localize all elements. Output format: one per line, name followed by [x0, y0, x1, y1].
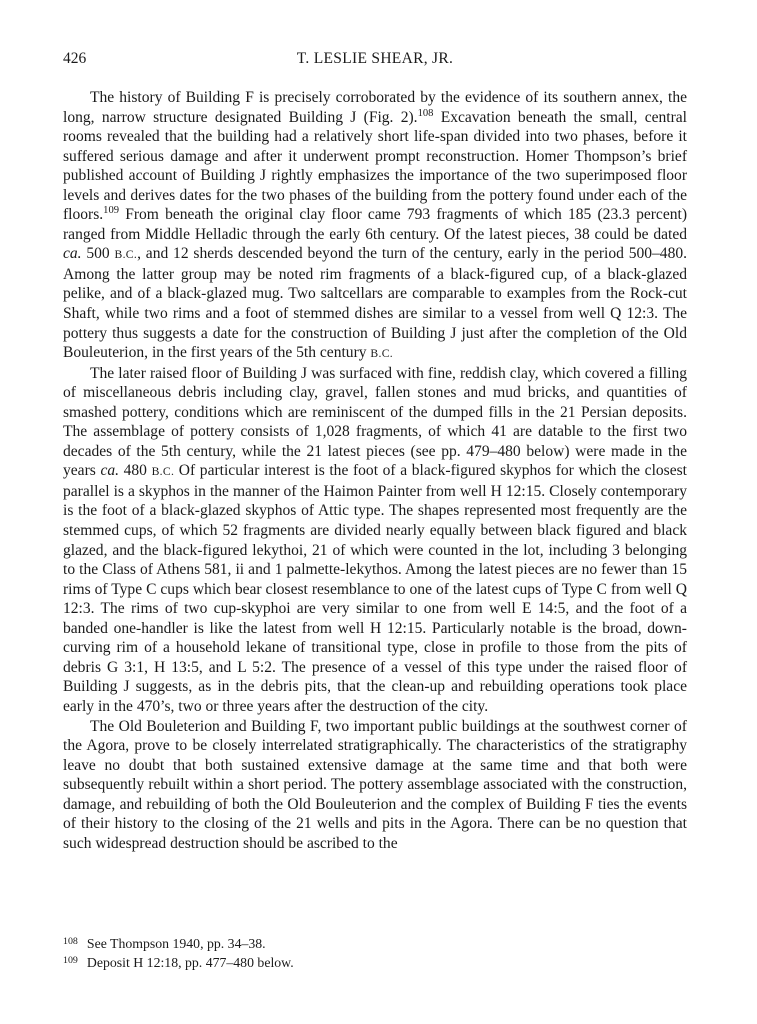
- running-head: T. LESLIE SHEAR, JR.: [296, 50, 454, 67]
- text-run: Excavation beneath the small, central rooms revealed that the building had a relatively short life-span divided into two phases, before it suffered serious damage and after it underwent prompt reconstruction. Homer Thompson’s brief published account of Building J rightly emphasizes the importance of the two superimposed floor levels and derives dates for the two phases of the building from the pottery found under each of the floors.: [63, 108, 687, 224]
- era-abbrev: B.C.: [114, 248, 138, 262]
- footnote-number: 109: [63, 954, 78, 966]
- text-run: From beneath the original clay floor came 793 fragments of which 185 (23.3 percent) ranged from Middle Helladic through the early 6th century. Of the latest pieces, 38 could be dated: [63, 206, 687, 243]
- page-number: 426: [63, 50, 87, 67]
- text-run: The Old Bouleterion and Building F, two important public buildings at the southwest corner of the Agora, prove to be closely interrelated stratigraphically. The characteristics of the stratigraphy leave no doubt that both sustained extensive damage at the same time and that both were subsequently rebuilt within a short period. The pottery assemblage associated with the construction, damage, and rebuilding of both the Old Bouleuterion and the complex of Building F ties the events of their history to the closing of the 21 wells and pits in the Agora. There can be no question that such widespread destruction should be ascribed to the: [63, 717, 687, 852]
- footnote-number: 108: [63, 935, 78, 947]
- era-abbrev: B.C.: [370, 347, 393, 361]
- text-run: The history of Building F is precisely corroborated by the evidence of its southern annex, the long, narrow structure designated Building J (Fig. 2).: [63, 89, 687, 126]
- paragraph: [63, 717, 687, 854]
- footnote-ref-108: 108: [417, 107, 434, 119]
- text-run: , and 12 sherds descended beyond the turn of the century, early in the period 500–480. Among the latter group may be noted rim fragments of a black-figured cup, of a black-glazed pelike, and of a black-glazed mug. Two saltcellars are comparable to examples from the Rock-cut Shaft, while two rims and a foot of stemmed dishes are similar to a vessel from well Q 12:3. The pottery thus suggests a date for the construction of Building J just after the completion of the Old Bouleuterion, in the first years of the 5th century: [63, 245, 688, 362]
- footnote-text: Deposit H 12:18, pp. 477–480 below.: [86, 955, 294, 970]
- page-header: [63, 50, 687, 72]
- italic-abbrev: ca.: [100, 462, 119, 480]
- footnotes: [63, 934, 687, 972]
- footnote-text: See Thompson 1940, pp. 34–38.: [86, 936, 266, 951]
- text-run: Of particular interest is the foot of a black-figured skyphos for which the closest parallel is a skyphos in the manner of the Haimon Painter from well H 12:15. Closely contemporary is the foot of a black-glazed skyphos of Attic type. The shapes represented most frequently are the stemmed cups, of which 52 fragments are divided nearly equally between black figured and black glazed, and the black-figured lekythoi, 21 of which were counted in the lot, including 3 belonging to the Class of Athens 581, ii and 1 palmette-lekythos. Among the latest pieces are no fewer than 15 rims of Type C cups which bear closest resemblance to one of the latest cups of Type C from well Q 12:3. The rims of two cup-skyphoi are very similar to one from well E 14:5, and the foot of a banded one-handler is like the latest from well H 12:15. Particularly notable is the broad, down-curving rim of a household lekane of transitional type, close in profile to those from the pits of debris G 3:1, H 13:5, and L 5:2. The presence of a vessel of this type under the raised floor of Building J suggests, as in the debris pits, that the clean-up and rebuilding operations took place early in the 470’s, two or three years after the destruction of the city.: [63, 462, 687, 715]
- paragraph: [63, 364, 687, 717]
- era-abbrev: B.C.: [151, 465, 175, 479]
- italic-abbrev: ca.: [63, 245, 82, 263]
- text-run: The later raised floor of Building J was surfaced with fine, reddish clay, which covered a filling of miscellaneous debris including clay, gravel, fallen stones and mud bricks, and quantities of smashed pottery, conditions which are reminiscent of the dumped fills in the 21 Persian deposits. The assemblage of pottery consists of 1,028 fragments, of which 41 are datable to the first two decades of the 5th century, while the 21 latest pieces (see pp. 479–480 below) were made in the years: [63, 364, 687, 480]
- footnote: [63, 953, 687, 972]
- text-run: 500: [81, 245, 115, 263]
- body-text: [63, 88, 687, 853]
- footnote: [63, 934, 687, 953]
- text-run: 480: [119, 462, 152, 480]
- footnote-ref-109: 109: [103, 205, 120, 217]
- paragraph: [63, 88, 687, 364]
